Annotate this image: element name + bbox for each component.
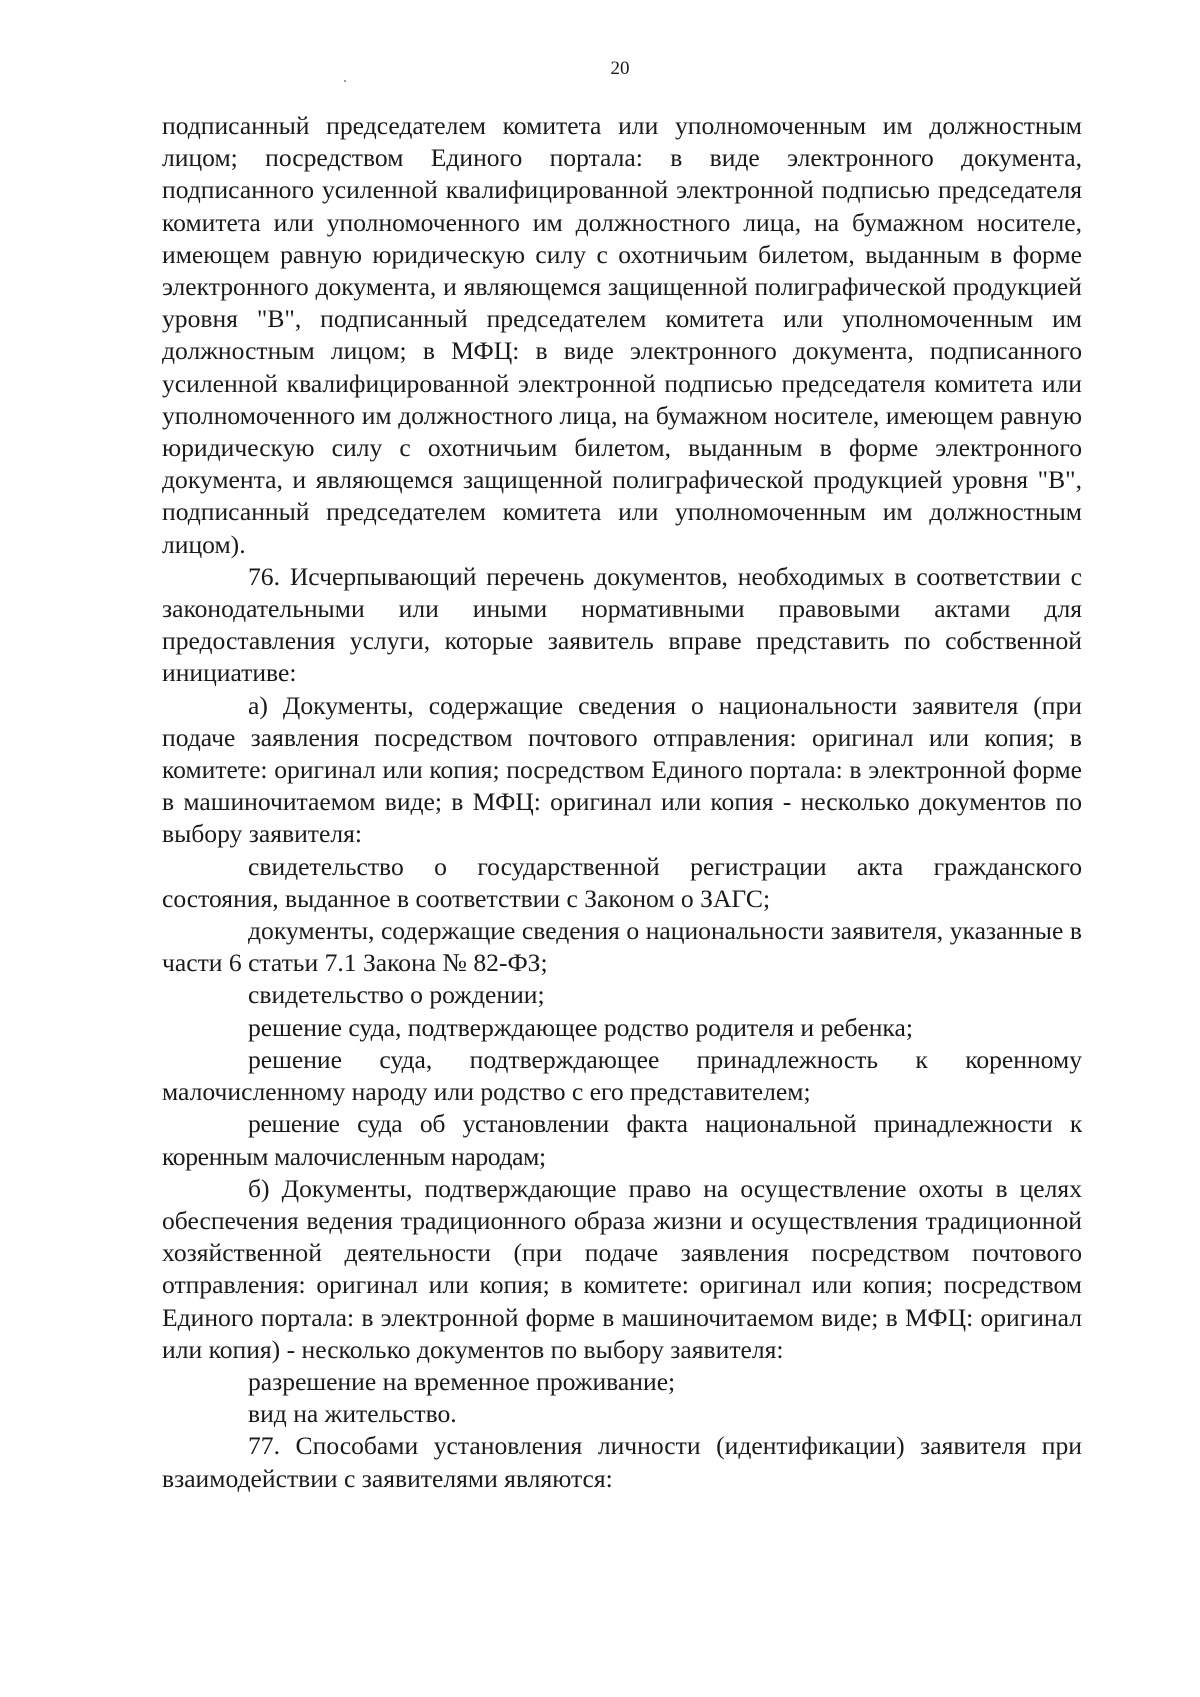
list-item-court-decision-kinship: решение суда, подтверждающее родство родителя и ребенка; [248, 1012, 913, 1042]
paragraph-76-a: а) Документы, содержащие сведения о национальности заявителя (при подаче заявления посредством почтового отправления: оригинал или копия; в комитете: оригинал или копия; посредством Единого портала: в электронной форме в машиночитаемом виде; в МФЦ: оригинал или копия - несколько документов по выбору заявителя: [162, 690, 1082, 849]
paragraph-77: 77. Способами установления личности (идентификации) заявителя при взаимодействии с заявителями являются: [162, 1431, 1082, 1493]
paragraph-76-b: б) Документы, подтверждающие право на осуществление охоты в целях обеспечения ведения традиционного образа жизни и осуществления традиционной хозяйственной деятельности (при подаче заявления посредством почтового отправления: оригинал или копия; в комитете: оригинал или копия; посредством Единого портала: в электронной форме в машиночитаемом виде; в МФЦ: оригинал или копия) - несколько документов по выбору заявителя: [162, 1173, 1082, 1364]
scan-artifact-dot [344, 80, 346, 82]
paragraph-continuation: подписанный председателем комитета или уполномоченным им должностным лицом; посредством Единого портала: в виде электронного документа, подписанного усиленной квалифицированной электронной подписью председателя комитета или уполномоченного им должностного лица, на бумажном носителе, имеющем равную юридическую силу с охотничьим билетом, выданным в форме электронного документа, и являющемся защищенной полиграфической продукцией уровня "В", подписанный председателем комитета или уполномоченным им должностным лицом; в МФЦ: в виде электронного документа, подписанного усиленной квалифицированной электронной подписью председателя комитета или уполномоченного им должностного лица, на бумажном носителе, имеющем равную юридическую силу с охотничьим билетом, выданным в форме электронного документа, и являющемся защищенной полиграфической продукцией уровня "В", подписанный председателем комитета или уполномоченным им должностным лицом). [162, 111, 1082, 559]
paragraph-76: 76. Исчерпывающий перечень документов, необходимых в соответствии с законодательными или иными нормативными правовыми актами для предоставления услуги, которые заявитель вправе представить по собственной инициативе: [162, 561, 1082, 688]
list-item-nationality-documents: документы, содержащие сведения о национальности заявителя, указанные в части 6 статьи 7.1 Закона № 82-ФЗ; [162, 916, 1082, 978]
page-number: 20 [610, 58, 630, 79]
list-item-court-decision-indigenous-affiliation: решение суда, подтверждающее принадлежность к коренному малочисленному народу или родство с его представителем; [162, 1044, 1082, 1107]
list-item-court-decision-nationality-fact: решение суда об установлении факта национальной принадлежности к коренным малочисленным народам; [162, 1109, 1082, 1171]
list-item-residence-permit: вид на жительство. [248, 1399, 457, 1429]
list-item-civil-registration-certificate: свидетельство о государственной регистрации акта гражданского состояния, выданное в соответствии с Законом о ЗАГС; [162, 851, 1082, 913]
list-item-temporary-residence-permit: разрешение на временное проживание; [248, 1366, 676, 1396]
document-body [162, 110, 1082, 1495]
list-item-birth-certificate: свидетельство о рождении; [248, 980, 545, 1010]
